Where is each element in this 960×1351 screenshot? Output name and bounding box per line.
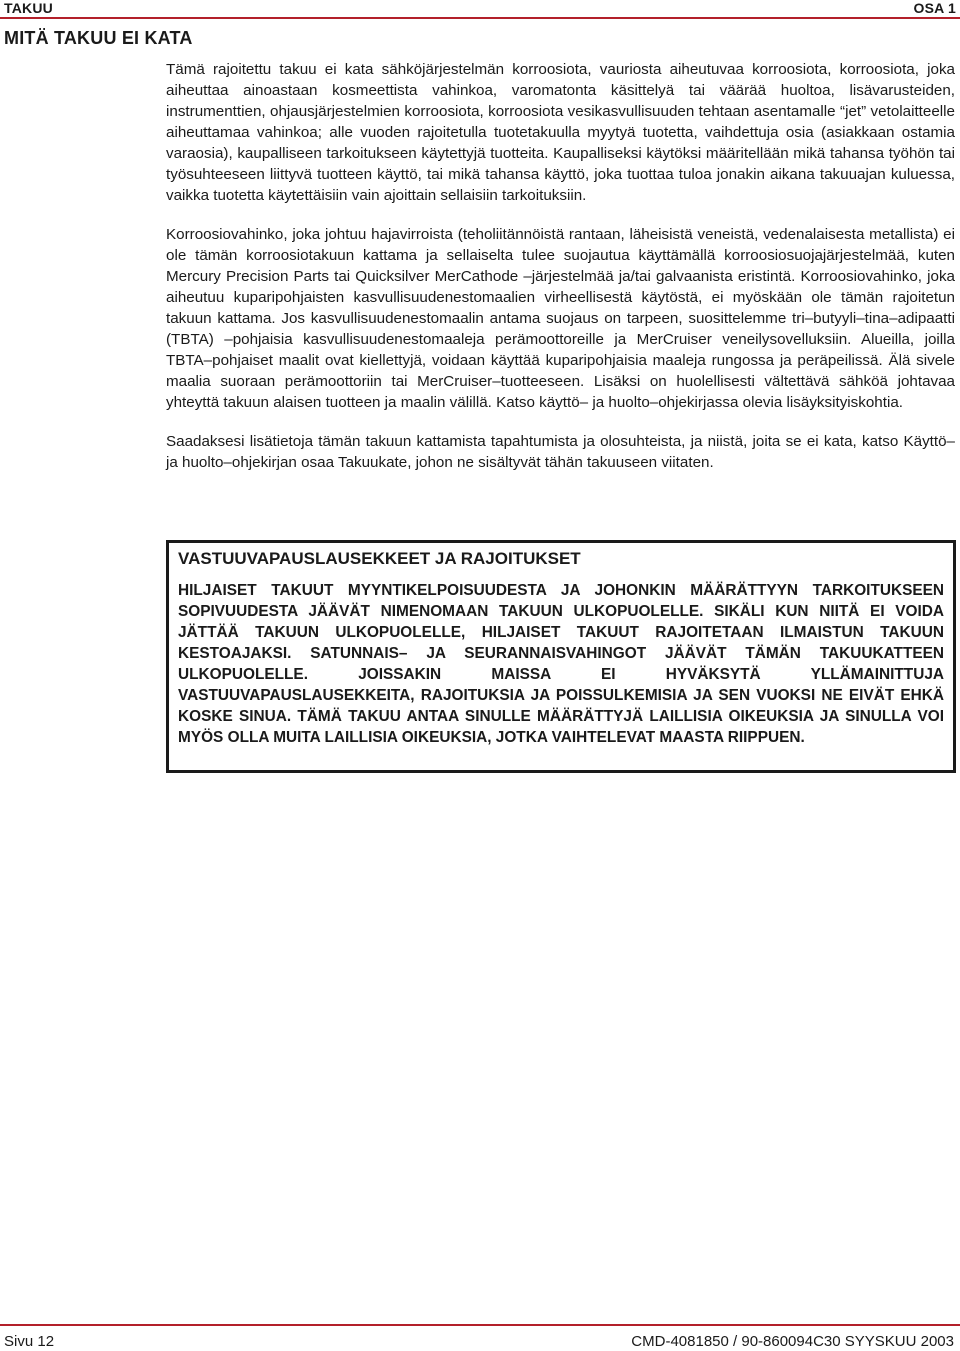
running-header-right: OSA 1 bbox=[913, 0, 956, 16]
footer-rule bbox=[0, 1324, 960, 1326]
header-rule bbox=[0, 17, 960, 19]
disclaimer-title: VASTUUVAPAUSLAUSEKKEET JA RAJOITUKSET bbox=[178, 549, 581, 568]
page-number: Sivu 12 bbox=[4, 1333, 55, 1350]
document-code: CMD-4081850 / 90-860094C30 SYYSKUU 2003 bbox=[631, 1333, 954, 1350]
paragraph-exclusions: Tämä rajoitettu takuu ei kata sähköjärjestelmän korroosiota, vauriosta aiheutuvaa korroosiota, korroosiota, joka aiheuttaa ainoastaan kosmeettista vahinkoa, varomatonta käsittelyä tai väärää huoltoa, lisävarusteiden, instrumenttien, ohjausjärjestelmien korroosiota, korroosiota vesikasvullisuuden tehtaan asentamalle “jet” vetolaitteelle aiheuttamaa vahinkoa; alle vuoden rajoitetulla tuotetakuulla myytyä tuotetta, vaihdettuja osia (asiakkaan ostamia varaosia), kaupalliseen tarkoitukseen käytettyjä tuotteita. Kaupalliseksi käytöksi määritellään mikä tahansa työhön tai työsuhteeseen liittyvä tuotteen käyttö, tai mikä tahansa käyttö, joka tuottaa tuloa jonakin aikana takuuajan kuluessa, vaikka tuotetta käytettäisiin vain ajoittain sellaisiin tarkoituksiin. bbox=[166, 61, 955, 204]
disclaimer-text: HILJAISET TAKUUT MYYNTIKELPOISUUDESTA JA JOHONKIN MÄÄRÄTTYYN TARKOITUKSEEN SOPIVUUDESTA JÄÄVÄT NIMENOMAAN TAKUUN ULKOPUOLELLE. SIKÄLI KUN NIITÄ EI VOIDA JÄTTÄÄ TAKUUN ULKOPUOLELLE, HILJAISET TAKUUT RAJOITETAAN ILMAISTUN TAKUUN KESTOAJAKSI. SATUNNAIS– JA SEURANNAISVAHINGOT JÄÄVÄT TÄMÄN TAKUUKATTEEN ULKOPUOLELLE. JOISSAKIN MAISSA EI HYVÄKSYTÄ YLLÄMAINITTUJA VASTUUVAPAUSLAUSEKKEITA, RAJOITUKSIA JA POISSULKEMISIA JA SEN VUOKSI NE EIVÄT EHKÄ KOSKE SINUA. TÄMÄ TAKUU ANTAA SINULLE MÄÄRÄTTYJÄ LAILLISIA OIKEUKSIA JA SINULLA VOI MYÖS OLLA MUITA LAILLISIA OIKEUKSIA, JOTKA VAIHTELEVAT MAASTA RIIPPUEN. bbox=[178, 582, 944, 746]
section-title: MITÄ TAKUU EI KATA bbox=[4, 28, 193, 48]
paragraph-corrosion: Korroosiovahinko, joka johtuu hajavirroista (teholiitännöistä rantaan, läheisistä veneistä, vedenalaisesta metallista) ei ole tämän korroosiotakuun kattama ja sellaiselta tulee suojautua käyttämällä korroosiosuojajärjestelmää, kuten Mercury Precision Parts tai Quicksilver MerCathode –järjestelmää ja/tai galvaanista eristintä. Korroosiovahinko, joka aiheutuu kuparipohjaisten kasvullisuudenestomaalien virheellisestä käytöstä, ei myöskään ole tämän rajoitetun takuun kattama. Jos kasvullisuudenestomaalin antama suojaus on tarpeen, suosittelemme tri–butyyli–tina–adipaatti (TBTA) –pohjaisia kasvullisuudenestomaaleja perämoottoreille ja MerCruiser veneilysovelluksiin. Alueilla, joilla TBTA–pohjaiset maalit ovat kiellettyjä, voidaan käyttää kuparipohjaisia maaleja rungossa ja peräpeilissä. Älä sivele maalia suoraan perämoottoriin tai MerCruiser–tuotteeseen. Lisäksi on huolellisesti vältettävä sähköä johtavaa yhteyttä takuun alaisen tuotteen ja maalin välillä. Katso käyttö– ja huolto–ohjekirjassa olevia lisäyksityiskohtia. bbox=[166, 226, 955, 411]
running-header-left: TAKUU bbox=[4, 0, 53, 16]
disclaimer-box bbox=[166, 540, 956, 773]
paragraph-more-info: Saadaksesi lisätietoja tämän takuun kattamista tapahtumista ja olosuhteista, ja niistä, joita se ei kata, katso Käyttö– ja huolto–ohjekirjan osaa Takuukate, johon ne sisältyvät tähän takuuseen viitaten. bbox=[166, 433, 955, 471]
body-text bbox=[166, 59, 955, 491]
